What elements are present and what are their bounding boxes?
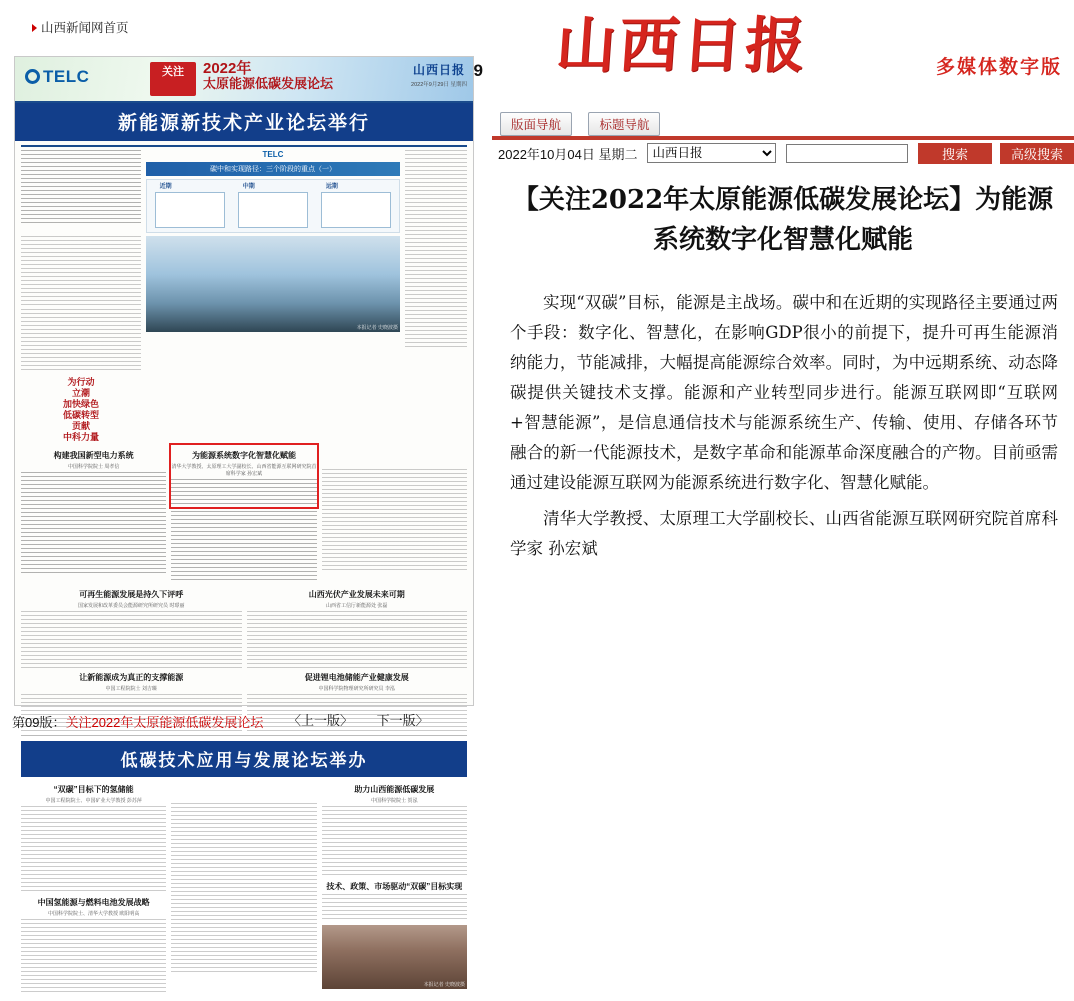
page-label-topic: 关注2022年太原能源低碳发展论坛: [65, 715, 264, 730]
paper-headline-main: 新能源新技术产业论坛举行: [15, 103, 473, 141]
multimedia-label: 多媒体数字版: [935, 57, 1062, 78]
shanxi-daily-logo[interactable]: 山西日报: [553, 11, 811, 81]
paper-subhead-9: 中国氢能源与燃料电池发展战略: [37, 898, 150, 907]
paper-text-block: [171, 479, 316, 583]
right-column: [492, 0, 1074, 763]
next-page-link[interactable]: 下一版〉: [376, 713, 429, 728]
article-paragraph: 实现“双碳”目标，能源是主战场。碳中和在近期的实现路径主要通过两个手段：数字化、智慧化，在影响GDP很小的前提下，提升可再生能源消纳能力，节能减排，大幅提高能源综合效率。同时，为中远期系统、动态降碳提供关键技术支撑。能源和产业转型同步进行。能源互联网即“互联网+智慧能源”，是信息通信技术与能源系统生产、传输、使用、存储各环节融合的新一代能源技术，是数字革命和能源革命深度融合的产物。目前亟需通过建设能源互联网为能源系统进行数字化、智慧化赋能。: [510, 293, 1058, 492]
paper-text-block: [322, 469, 467, 573]
paper-text-block: [171, 803, 316, 975]
paper-select[interactable]: [647, 143, 776, 163]
paper-mid-banner: 碳中和实现路径：三个阶段的重点（一）: [146, 162, 400, 176]
paper-text-block: [21, 150, 141, 224]
paper-subhead-2: 为能源系统数字化智慧化赋能: [191, 451, 296, 460]
paper-text-block: [405, 150, 467, 350]
telc-ring-icon: [25, 69, 40, 84]
guanzhu-badge: 关注: [150, 62, 196, 96]
triangle-bullet-icon: [32, 24, 37, 32]
layout-nav-button[interactable]: 版面导航: [500, 112, 572, 136]
paper-byline-8: 中国科学院院士 贺泓: [371, 798, 418, 804]
nav-buttons: [500, 112, 672, 136]
article-body: [510, 288, 1058, 570]
paper-photo-forum: 本报记者 史晓波摄: [146, 236, 400, 332]
page-number: 9: [473, 61, 483, 80]
paper-subhead-3: 可再生能源发展是持久下评呼: [79, 590, 184, 599]
paper-subhead-4: 山西光伏产业发展未来可期: [308, 590, 405, 599]
paper-byline-9: 中国科学院院士、清华大学教授 欧阳明高: [47, 911, 140, 917]
advanced-search-button[interactable]: 高级搜索: [1000, 143, 1074, 164]
paper-text-block: [322, 894, 467, 922]
search-input[interactable]: [786, 144, 908, 163]
paper-subhead: [21, 227, 141, 234]
paper-flag: 山西日报 2022年9月29日 星期四 9: [411, 61, 483, 88]
paper-text-block: [21, 611, 242, 669]
paper-byline-6: 中国科学院物理研究所研究员 李泓: [318, 686, 395, 692]
paper-masthead: [15, 57, 483, 103]
paper-subhead-8: 助力山西能源低碳发展: [354, 785, 435, 794]
telc-small-logo: TELC: [262, 150, 284, 159]
paper-byline-7: 中国工程院院士、中国矿业大学教授 彭苏萍: [45, 798, 142, 804]
article-signature: 清华大学教授、太原理工大学副校长、山西省能源互联网研究院首席科学家 孙宏斌: [510, 509, 1058, 558]
paper-subhead-10: 技术、政策、市场驱动“双碳”目标实现: [326, 882, 463, 891]
paper-subhead-7: “双碳”目标下的氢储能: [53, 785, 134, 794]
chart-label-far: 远期: [325, 184, 338, 190]
paper-byline-1: 中国科学院院士 周孝信: [67, 464, 120, 470]
paper-subhead-6: 促进锂电池储能产业健康发展: [304, 673, 409, 682]
paper-text-block: [21, 309, 141, 373]
paper-chart-graphic: [146, 179, 400, 233]
prev-page-link[interactable]: 〈上一版〉: [288, 713, 354, 728]
paper-photo-meeting: 本报记者 史晓波摄: [322, 925, 467, 989]
forum-title: 2022年 太原能源低碳发展论坛: [203, 60, 334, 91]
home-link[interactable]: 山西新闻网首页: [41, 21, 129, 35]
divider: [21, 145, 467, 147]
paper-byline-5: 中国工程院院士 刘吉臻: [105, 686, 157, 692]
paper-text-block: [21, 806, 166, 894]
article-title: 【关注2022年太原能源低碳发展论坛】为能源系统数字化智慧化赋能: [512, 185, 1054, 255]
telc-logo: TELC: [25, 67, 89, 87]
paper-byline-4: 山西省工信厅新能源处 张磊: [326, 603, 388, 609]
paper-text-block: [21, 472, 166, 576]
paper-byline-3: 国家发展和改革委员会能源研究所研究员 时璟丽: [78, 603, 185, 609]
chart-label-mid: 中期: [242, 184, 255, 190]
left-column: [0, 0, 492, 988]
paper-subhead-1: 构建我国新型电力系统: [53, 451, 134, 460]
paper-headline-second: 低碳技术应用与发展论坛举办: [21, 741, 467, 777]
paper-text-block: [21, 919, 166, 995]
paper-subhead-5: 让新能源成为真正的支撑能源: [79, 673, 184, 682]
search-row: [492, 140, 1074, 166]
paper-text-block: [21, 236, 141, 306]
divider: [21, 735, 467, 736]
paper-byline-2: 清华大学教授、太原理工大学副校长、山西省能源互联网研究院首席科学家 孙宏斌: [171, 464, 317, 477]
pager: [288, 710, 449, 729]
paper-text-block: [322, 806, 467, 878]
paper-body: [15, 141, 473, 1001]
date-text: 2022年10月04日 星期二: [498, 146, 638, 162]
paper-vertical-title: 为行动 立潮 加快绿色 低碳转型 贡献 中科力量: [62, 377, 99, 442]
paper-text-block: [247, 611, 468, 669]
home-link-row: [32, 18, 129, 36]
page-label: 第09版：关注2022年太原能源低碳发展论坛: [12, 715, 264, 730]
search-button[interactable]: 搜索: [918, 143, 992, 164]
headline-nav-button[interactable]: 标题导航: [588, 112, 660, 136]
chart-label-near: 近期: [159, 184, 172, 190]
